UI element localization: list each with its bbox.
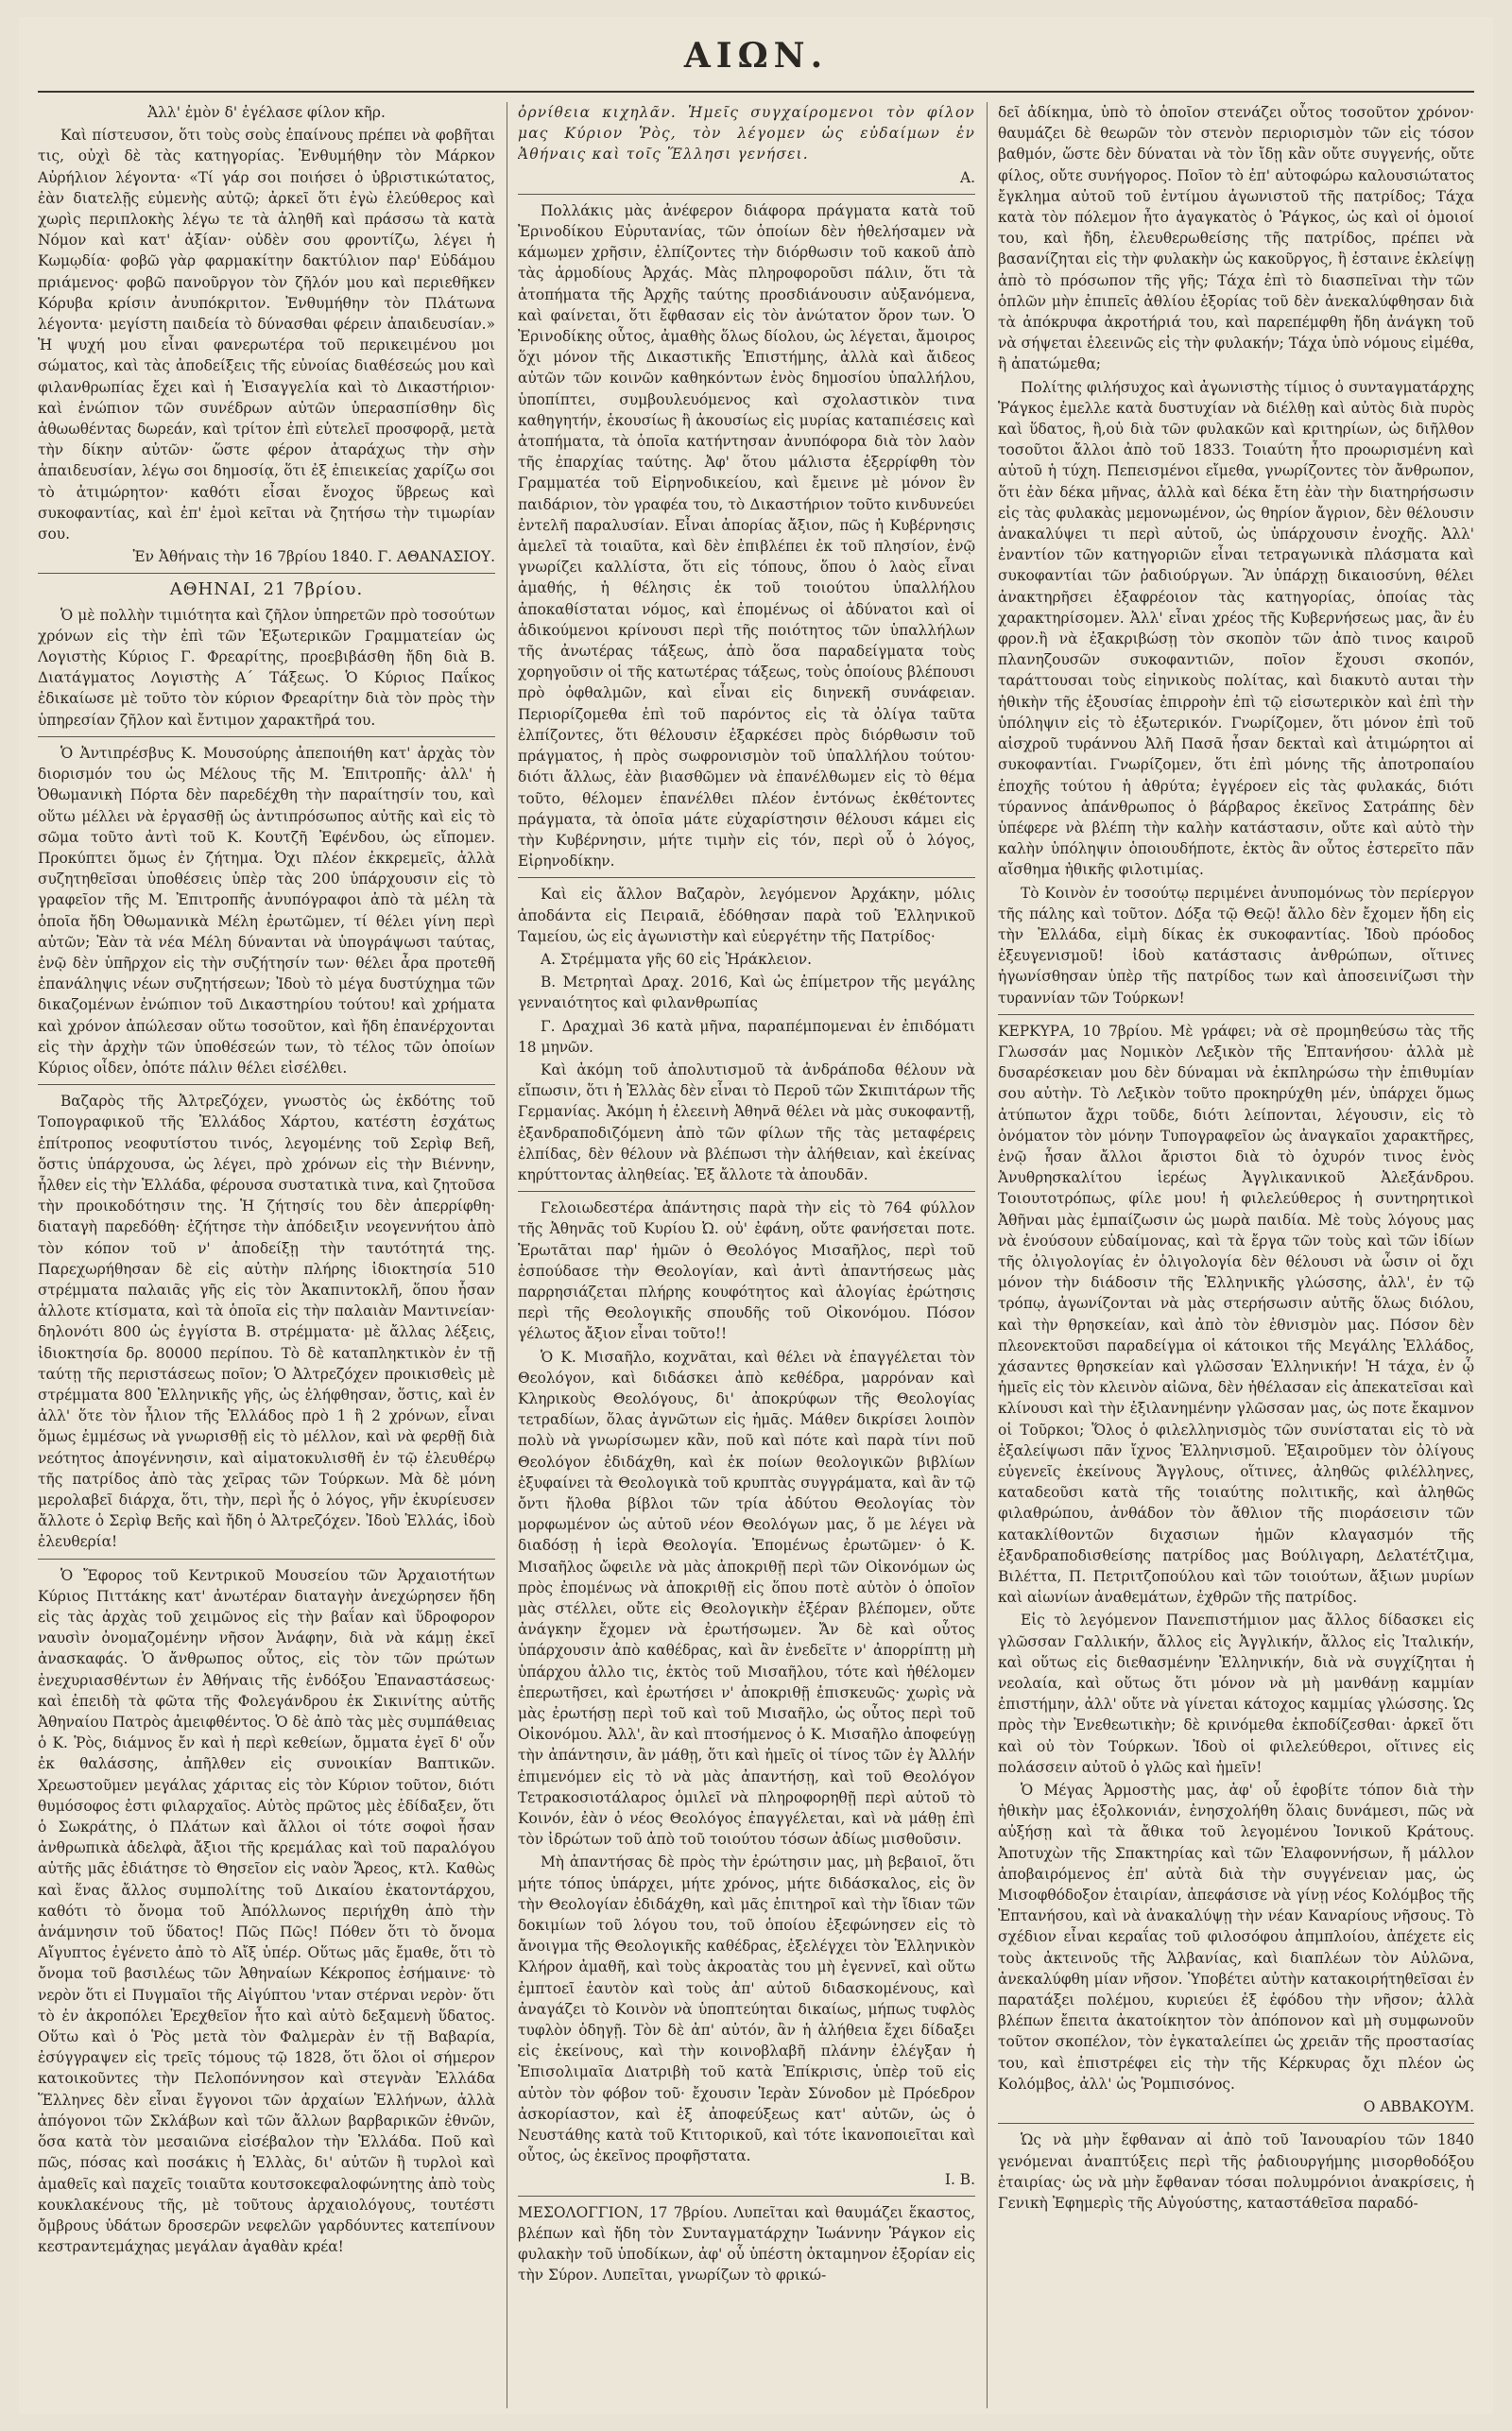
article-text: Ὁ Κ. Μισαῆλο, κοχνᾶται, καὶ θέλει νὰ ἐπαγγέλεται τὸν Θεολόγον, καὶ διδάσκει ἀπὸ κεθέδρα, μαρρόναν καὶ Κληρικοὺς Θεολόγους, δι' ἀποκρύφων τῆς Θεολογίας τετραδίων, ὅλας ἀγνῶτων εἰς ἡμᾶς. Μάθεν δικρίσει λοιπὸν πολὺ νὰ γνωρίσωμεν κἂν, ποῦ καὶ πότε καὶ παρὰ τίνι ποῦ Θεολόγον ἐδιδάχθη, καὶ ἐκ ποίων θεολογικῶν βιβλίων ἐξυφαίνει τὰ Θεολογικὰ τοῦ κρυπτὰς συγγράματα, καὶ ἂν τῷ ὄντι ἤλοθα βίβλοι τῶν τρία ἀδύτου Θεολογίας τὸν μορφωμένον ὡς αὐτοῦ νέον Θεολόγων μας, ὅ με λέγει νὰ διαδόσῃ ἡ ἱερὰ Θεολογία. Ἐπομένως ἐρωτῶμεν· ὁ Κ. Μισαῆλος ὤφειλε νὰ μὰς ἀποκριθῇ περὶ τῶν Οἰκονόμων ὡς πρὸς ἐπομένως νὰ ἀποκριθῇ εἰς ὅπου ποτὲ αὐτὸν ὁ ὁποῖον μὰς στέλλει, οὔτε εἰς Θεολογικὴν ἐξέραν βλέπομεν, οὔτε ἀνάγκην ἔχομεν νὰ ἐρωτήσωμεν. Ἄν δὲ καὶ οὗτος ὑπάρχουσιν ἀπὸ καθέδρας, καὶ ἂν ἐνεδεῖτε ν' ἀπορρίπτῃ μὴ ὑπάρχου ἀλλο τις, ἐκτὸς τοῦ Μισαῆλου, τότε καὶ ἠθέλομεν ἐπερωτῆσει, καὶ ἐρωτήσει ν' ἀποκριθῇ ἐπισκευῶς· χωρὶς νὰ μὰς ἐρωτήσῃ περὶ τοῦ καὶ τοῦ Μισαῆλο, ὡς οὗτος περὶ τοῦ Οἰκονόμου. Ἀλλ', ἂν καὶ πτοσήμενος ὁ Κ. Μισαῆλο ἀποφεύγῃ τὴν ἀπάντησιν, ἂν μάθῃ, ὅτι καὶ ἡμεῖς οἱ τίνος τῶν ἐγ Ἀλλήν ἐπιμενόμεν εἰς τὸ νὰ μὰς ἀπαντήσῃ, καὶ τοῦ Θεολόγον Τετρακοσιοτάλαρος ὁμιλεῖ νὰ πληροφορηθῇ περὶ αὐτοῦ τὸ Κοινόν, ἐὰν ὁ νέος Θεολόγος ἐπαγγέλεται, καὶ νὰ μάθῃ ἐπὶ τὸν ἰδρώτων τοῦ ἀπὸ τοῦ τοιούτου τόσων ἀδίως μισθοῦσιν. xyxy=(518,1348,975,1849)
list-item: Α. Στρέμματα γῆς 60 εἰς Ἡράκλειον. xyxy=(541,950,813,968)
article-text: Ὁ Ἔφορος τοῦ Κεντρικοῦ Μουσείου τῶν Ἀρχαιοτήτων Κύριος Πιττάκης κατ' ἀνωτέραν διαταγὴν ἀνεχώρησεν ἤδη εἰς τὰς ἀρχὰς τοῦ χειμῶνος εἰς τὴν βαΐαν καὶ ὕδροφορον ναυσὶν ὀνομαζομένην νῆσον Ἀνάφην, διὰ νὰ κάμῃ ἐκεῖ ἀνασκαφάς. Ὁ ἄνθρωπος οὗτος, εἰς τὸν τῶν πρώτων ἐνεχυριασθέντων ἐν Ἀθήναις τῆς ἐνδόξου Ἐπαναστάσεως· καὶ ἐπειδὴ τὰ φῶτα τῆς Φολεγάνδρου ἐκ Σικινίτης αὐτῆς Ἀθηναίου Πατρὸς ἀμειφθέντος. Ὁ δὲ ἀπὸ τὰς μὲς συμπάθειας ὁ Κ. Ῥὸς, διάμνος ἔν καὶ ἡ περὶ κεθείων, ὄμματα ἐγεῖ δ' οὖν ἐκ θαλάσσης, ἀπῆλθεν εἰς συνοικίαν Βαπτικῶν. Χρεωστοῦμεν μεγάλας χάριτας εἰς τὸν Κύριον τοῦτον, διότι θυμόσοφος ἐστι φιλαρχαῖος. Αὐτὸς πρῶτος μὲς ἐδίδαξεν, ὅτι ὁ Σωκράτης, ὁ Πλάτων καὶ ἄλλοι οἱ τότε σοφοὶ ἦσαν ἀνθρωπικὰ ἀδελφὰ, ἄξιοι τῆς κρεμάλας καὶ τοῦ παραλόγου αὐτῆς μᾶς ἐδιάτησε τὸ Θησεῖον εἰς ναὸν Ἄρεος, κτλ. Καθὼς καὶ ἕνας ἄλλος συμπολίτης τοῦ Δικαίου ἑκατοντάρχου, καθότι τὸ ὄνομα τοῦ Ἀπόλλωνος περιήχθη ἀπὸ τὴν ἀνάμνησιν τοῦ ὕδατος! Πῶς Πῶς! Πόθεν ὅτι τὸ ὄνομα Αἴγυπτος ἐγένετο ἀπὸ τὸ Αἴξ ὑπέρ. Οὕτως μᾶς ἔμαθε, ὅτι τὸ ὄνομα τοῦ βασιλέως τῶν Ἀθηναίων Κέκροπος ἐσήμαινε· τὸ νερὸν ὅτι εἰ Πυγμαῖοι τῆς Αἰγύπτου 'νταν στέρναι νερὸν· ὅτι τὸ ἐν ἀκροπόλει Ἐρεχθεῖον ἦτο καὶ αὐτὸ δεξαμενὴ ὕδατος. Οὕτω καὶ ὁ Ῥὸς μετὰ τὸν Φαλμερὰν ἐν τῇ Βαβαρία, ἐσύγγραψεν εἰς τρεῖς τόμους τῷ 1828, ὅτι ὅλοι οἱ σήμερον κατοικοῦντες τὴν Πελοπόννησον καὶ στεγνὰν Ἑλλάδα Ἕλληνες δὲν εἶναι ἔγγονοι τῶν ἀρχαίων Ἑλλήνων, ἀλλὰ ἀπόγονοι τῶν Σκλάβων καὶ τῶν ἄλλων βαρβαρικῶν ἐθνῶν, ὅσα κατὰ τὸν μεσαιῶνα εἰσέβαλον τὴν Ἑλλάδα. Ποῦ καὶ πῶς, πόσας καὶ ποσάκις ἡ Ἑλλὰς, δι' αὐτῶν ἢ τυρλοὶ καὶ ἀμαθεῖς καὶ παχεῖς τοιαῦτα κουτσοκεφαλοφώνητης ἀπὸ τοὺς κουκλακένους τῆς, μὲ τοῦτους ἀρχαιολόγους, τουτέστι ὄμβρους ὑδάτων δροσερῶν νεφελῶν γαρδόυντες κατεπίνουν κεστραντεμάχηας μεγάλαν ἀγαθὰν κρέα! xyxy=(38,1566,495,2256)
masthead-title: ΑΙΩΝ. xyxy=(683,36,829,76)
masthead xyxy=(19,26,1493,85)
dateline xyxy=(998,1021,1474,1609)
grant-list xyxy=(518,949,975,1058)
list-item: Γ. Δραχμαὶ 36 κατὰ μῆνα, παραπέμπομεναι ἐν ἐπιδόματι 18 μηνῶν. xyxy=(518,1017,975,1056)
section-divider xyxy=(38,573,495,574)
article-text: Καὶ πίστευσον, ὅτι τοὺς σοὺς ἐπαίνους πρέπει νὰ φοβῆται τις, οὐχὶ δὲ τὰς κατηγορίας. Ἐνθυμήθην τὸν Μάρκον Αὐρήλιον λέγοντα· «Τί γάρ σοι ποιήσει ὁ ὑβριστικώτατος, ἐὰν διατελῇς εὐμενὴς αὐτῷ; ἀρκεῖ ὅτι ἐγὼ ἐλεύθερος καὶ χωρὶς περιπλοκὴς λέγω τε τὰ ἀληθῆ καὶ πράσσω τὰ κατὰ Νόμον καὶ κατ' ἀξίαν· οὐδὲν σου φροντίζω, λέγει ἡ Κωμῳδία· φοβῶ γὰρ φαρμακίτην δακτύλιον παρ' Εὐδάμου πριάμενος· φοβῶ πανοῦργον τὸν ζῆλόν μου καὶ περιεθῆκεν Κόρυβα κρίσιν ἀνυπόκριτον. Ἐνθυμήθην τὸν Πλάτωνα λέγοντα· μεγίστη παιδεία τὸ δύνασθαι φέρειν ἀπαιδευσίαν.» Ἡ ψυχή μου εἶναι φανερωτέρα τοῦ περικειμένου μοι σώματος, καὶ τὰς ἀποδείξεις τῆς εὐνοίας διαθέσεώς μου καὶ φιλανθρωπίας ἔχει καὶ ἡ Ἐισαγγελία καὶ τὸ Δικαστήριον· καὶ ἐνώπιον τῶν συνέδρων αὐτῶν ὑπερασπίσθην δὶς ἀθωωθέντας δωρεάν, καὶ τρίτον ἐπὶ εὐτελεῖ προσφορᾷ, μετὰ τὴν δίκην αὐτῶν· ὥστε φέρον ἀταράχως τὴν σὴν ἀπαιδευσίαν, λέγω σοι δημοσίᾳ, ὅτι ἐξ ἐπιεικείας χαρίζω σοι τὸ ἀτιμώρητον· καθότι εἶσαι ἔνοχος ὕβρεως καὶ συκοφαντίας, καὶ ἐπ' ἐμοὶ κεῖται νὰ ζητήσω τὴν τιμωρίαν σου. xyxy=(38,127,495,543)
article-text: Ἀλλ' ἐμὸν δ' ἐγέλασε φίλον κῆρ. xyxy=(147,104,386,121)
article-text: Πολλάκις μὰς ἀνέφερον διάφορα πράγματα κατὰ τοῦ Ἐρινοδίκου Εὐρυτανίας, τῶν ὁποίων δὲν ἠθελήσαμεν νὰ κάμωμεν χρῆσιν, ἐλπίζοντες τὴν διόρθωσιν τοῦ κακοῦ ἀπὸ τὰς ἁρμοδίους Ἀρχάς. Μὰς πληροφοροῦσι πάλιν, ὅτι τὰ ἀτοπήματα τῆς Ἀρχῆς ταύτης προσδιάνουσιν αὐξανόμενα, καὶ φαίνεται, ὅτι ἔφθασαν εἰς τὸν ἀνώτατον ὅρον των. Ὁ Ἐρινοδίκης οὗτος, ἀμαθὴς ὅλως δίολου, ὡς λέγεται, ἄμοιρος ὅχι μόνον τῆς Δικαστικῆς Ἐπιστήμης, ἀλλὰ καὶ ἄιδεος αὐτῶν τῶν κοινῶν καθηκόντων ἑνὸς δημοσίου ὑπαλλήλου, ὑποπίπτει, συμβουλευόμενος καὶ σχολαστικὸν τινα καθηγητήν, ἑκουσίως ἢ ἀκουσίως εἰς μυρίας καταπιέσεις καὶ ἀτοπήματα, τὰ ὁποῖα κατήντησαν ἀνυπόφορα διὰ τὸν λαὸν τῆς ἐπαρχίας ταύτης. Ἀφ' ὅτου μάλιστα ἐξερρίφθη τὸν Γραμματέα τοῦ Εἰρηνοδικείου, καὶ ἔμεινε μὲ μόνον ἓν παιδάριον, τὸν γραφέα του, τὸ Δικαστήριον τοῦτο κινδυνεύει ἐντελῆ παραλυσίαν. Εἶναι ἀπορίας ἄξιον, πῶς ἡ Κυβέρνησις ἀμελεῖ τὰ τοιαῦτα, καὶ δὲν ἐπιβλέπει ἐκ τοῦ πλησίον, ἐνῷ γνωρίζει καλλίστα, ὅτι εἰς τόπους, ὅπου ὁ λαὸς εἶναι ἀμαθής, ἡ θέλησις ἐκ τοῦ τοιούτου ὑπαλλήλου ἀποκαθίσταται νόμος, καὶ ἐπομένως οἱ ἀδύνατοι καὶ οἱ ἀδικούμενοι κρίνουσι περὶ τῆς ποιότητος τῶν ὑπαλλήλων τῆς ἀνωτέρας τάξεως, ἀπὸ ὅσα παραδείγματα τοὺς χορηγοῦσιν οἱ τῆς κατωτέρας τάξεως, τοὺς ὁποίους βλέπουσι πρὸ ὀφθαλμῶν, καὶ εἶναι εἰς διηνεκῆ συνάφειαν. Περιορίζομεθα ἐπὶ τοῦ παρόντος εἰς τὰ ὀλίγα ταῦτα ἐλπίζοντες, ὅτι θέλουσιν ἐξαρκέσει πρὸς διόρθωσιν τοῦ πράγματος, ἡ πρὸς σωφρονισμὸν τοῦ ὑπαλλήλου τούτου· διότι ἄλλως, ἐὰν βιασθῶμεν νὰ ἐπανέλθωμεν εἰς τὸ θέμα τοῦτο, θέλομεν ἐπανέλθει πλέον ἐντόνως ἐκθέτοντες πράγματα, τὰ ὁποῖα μάτε εὐχαρίστησιν θέλουσι κάμει εἰς τὴν Κυβέρνησιν, μήτε τιμὴν εἰς τόν, περὶ οὗ ὁ λόγος, Εἰρηνοδίκην. xyxy=(518,201,975,871)
column-rule xyxy=(987,102,988,2408)
section-divider xyxy=(38,1084,495,1085)
article-text: Ὁ μὲ πολλὴν τιμιότητα καὶ ζῆλον ὑπηρετῶν πρὸ τοσούτων χρόνων εἰς τὴν ἐπὶ τῶν Ἐξωτερικῶν Γραμματείαν ὡς Λογιστὴς Κύριος Γ. Φρεαρίτης, προεβιβάσθη ἤδη διὰ Β. Διατάγματος Λογιστὴς Α΄ Τάξεως. Ὁ Κύριος Παΐκος ἐδικαίωσε μὲ τοῦτο τὸν κύριον Φρεαρίτην διὰ τὸν πρὸς τὴν ὑπηρεσίαν ζῆλον καὶ ἔντιμον χαρακτῆρά του. xyxy=(38,606,495,729)
section-divider xyxy=(518,1191,975,1192)
masthead-rule xyxy=(38,91,1474,93)
dateline: ΑΘΗΝΑΙ, 21 7βρίου. xyxy=(169,579,364,600)
article-text: δεῖ ἀδίκημα, ὑπὸ τὸ ὁποῖον στενάζει οὗτος τοσοῦτον χρόνον· θαυμάζει δὲ θεωρῶν τὸν στενὸν περιορισμὸν τῶν εἰς τόσον βαθμόν, ὥστε δὲν δύναται νὰ τὸν ἴδῃ κἂν οὔτε συγγενής, οὔτε φίλος, οὔτε συνήγορος. Ποῖον τὸ ἐπ' αὐτοφώρω καλουσιώτατος ἔγκλημα αὐτοῦ τοῦ ἐντίμου ἀγωνιστοῦ τῆς πατρίδος; Τάχα κατὰ τὸν πόλεμον ἦτο ἀγαγκατὸς ὁ Ῥάγκος, ὡς καὶ οἱ ὁμοιοί του, καὶ ἤδη, ἐλευθερωθείσης τῆς πατρίδος, πρέπει νὰ βασανίζηται εἰς τὴν φυλακὴν ὡς κακοῦργος, ἢ ἐσταινε ἐκλείψῃ ἀπὸ τὸ πρόσωπον τῆς γῆς; Τάχα ἐπὶ τὸ διασπεῖναι τὴν τῶν ὁπλῶν μὴν ἐπιπεῖς ἀθλίου ἐξορίας τοῦ δὲν ἀνεκαλύφθησαν διὰ τὰ ἀπόκρυφα ἀκροτήριά του, καὶ παρεπέμφθη ἤδη ἀνάγκη τοῦ νὰ σήψεται ἐλεεινῶς εἰς τὴν φυλακήν; Τάχα ὑπὸ νόμους εἰμέθα, ἢ ἀπατώμεθα; xyxy=(998,104,1474,373)
article-text: Πολίτης φιλήσυχος καὶ ἀγωνιστὴς τίμιος ὁ συνταγματάρχης Ῥάγκος ἐμελλε κατὰ δυστυχίαν νὰ διέλθῃ καὶ αὐτὸς διὰ πυρὸς καὶ ὕδατος, ἢ,οὐ διὰ τῶν φυλακῶν καὶ κριτηρίων, ὡς διῆλθον τοσοῦτοι ἄλλοι ἀπὸ τοῦ 1833. Τοιαύτη ἦτο προωρισμένη καὶ αὐτοῦ ἡ τύχη. Πεπεισμένοι εἴμεθα, γνωρίζοντες τὸν ἄνθρωπον, ὅτι ἐὰν δέκα μῆνας, ἀλλὰ καὶ δέκα ἔτη ἐὰν τὴν διατηρήσωσιν εἰς τὰς φυλακὰς μεμονωμένον, ὡς θηρίον ἄγριον, δὲν θέλουσιν ἀνακαλύψει τι περὶ αὐτοῦ, ὡς ὑπάρχουσιν ἐνοχῆς. Ἀλλ' ἐναντίον τῶν κατηγοριῶν εἶναι τετραγωνικὰ πλάσματα καὶ συκοφαντίαι τῶν ῥαδιούργων. Ἂν ὑπάρχῃ δικαιοσύνη, θέλει ἀνακτηρῆσει ἐξαφρέοιον τὰς κατηγορίας, ὁποίας τὰς χαρακτηρίσομεν. Ἀλλ' εἶναι χρέος τῆς Κυβερνήσεως μας, ἂν ἐυ φρον.ἢ νὰ ἐξακριβώσῃ τὸν σκοπὸν τῶν ἀπὸ τινος καιροῦ πλανηζουσῶν συκοφαντιῶν, ποῖον ἔχουσι σκοπόν, ταράττουσαι τοὺς εἰηνικοὺς πολίτας, καὶ διακυτὸ αυται τὴν ἠθικὴν τῆς ἐξουσίας ἐπιρροὴν ἐπὶ τῷ εἰσωτερικὸν καὶ ἐπὶ τὴν ὑπόληψιν εἰς τὸ ἐξωτερικόν. Γνωρίζομεν, ὅτι μόνον ἐπὶ τοῦ αἰσχροῦ τυράννου Ἀλῆ Πασᾶ ἦσαν δεκταὶ καὶ ἀτιμώρητοι αἱ συκοφαντίαι. Γνωρίζομεν, ὅτι ἐπὶ μόνης τῆς ἀποτροπαίου ἐποχῆς τούτου ἡ ἀθρύτα; ἐγγέροεν εἰς τὰς φυλακάς, διότι τύραννος ἀπάνθρωπος ὁ βάρβαρος ἐκεῖνος Σατράπης δὲν ὑπέφερε νὰ βλέπη τὴν καλὴν κατάστασιν, οὔτε καὶ αὐτὸ τὴν καλὴν ὑπόληψιν ὁποιουδήποτε, ἐκτὸς ἂν οὗτος ἐστερεῖτο πᾶν αἴσθημα ἠθικῆς φιλοτιμίας. xyxy=(998,378,1474,879)
article-signature: Ἐν Ἀθήναις τὴν 16 7βρίου 1840. Γ. ΑΘΑΝΑΣΙΟΥ. xyxy=(132,548,495,566)
column-3 xyxy=(998,102,1474,2408)
column-2 xyxy=(518,102,975,2408)
list-item: Β. Μετρηταὶ Δραχ. 2016, Καὶ ὡς ἐπίμετρον τῆς μεγάλης γενναιότητος καὶ φιλανθρωπίας xyxy=(518,974,975,1012)
section-divider xyxy=(518,877,975,878)
section-divider xyxy=(518,194,975,195)
dateline-label: ΜΕΣΟΛΟΓΓΙΟΝ, 17 7βρίου. xyxy=(518,2203,728,2221)
article-text: ὀρνίθεια κιχηλᾶν. Ἡμεῖς συγχαίρομενοι τὸν φίλον μας Κύριον Ῥὸς, τὸν λέγομεν ὡς εὐδαίμων ἐν Ἀθήναις καὶ τοῖς Ἕλλησι γενήσει. xyxy=(518,104,975,164)
article-signature: Α. xyxy=(959,168,975,186)
section-divider xyxy=(518,2196,975,2197)
article-text: Τὸ Κοινὸν ἐν τοσούτῳ περιμένει ἀνυπομόνως τὸν περίεργον τῆς πάλης καὶ τοῦτον. Δόξα τῷ Θεῷ! ἄλλο δὲν ἔχομεν ἤδη εἰς τὴν Ἑλλάδα, εἰμὴ δίκας ἐκ συκοφαντίας. Ἰδοὺ πρόοδος ἐξευγενισμοῦ! ἰδοὺ κατάστασις ἀνθρώπων, οἵτινες ἠγωνίσθησαν ὑπὲρ τῆς πατρίδος των καὶ ἀποσεινίζωσι τὴν τυραννίαν τῶν Τούρκων! xyxy=(998,884,1474,1007)
section-divider xyxy=(38,736,495,737)
article-text: Βαζαρὸς τῆς Ἀλτρεζόχεν, γνωστὸς ὡς ἐκδότης τοῦ Τοπογραφικοῦ τῆς Ἑλλάδος Χάρτου, κατέστη ἐσχάτως ἐπίτροπος νεοφυτίστου τινός, λεγομένης τοῦ Σερὶφ Βεῆ, ὅστις ὑπάρχουσα, ὡς λέγει, πρὸ χρόνων εἰς τὴν Βιέννην, ἦλθεν εἰς τὴν Ἑλλάδα, φέρουσα συστατικὰ τινα, καὶ ζητοῦσα τὴν προικοδότησιν της. Ἡ ζήτησίς του δὲν ἀπερρίφθη· διαταγὴ παρεδόθη· ἐζήτησε τὴν ἀπόδειξιν νεογεννήτου ἀπὸ τὸν κόπον τοῦ ν' ἀποδείξῃ τὴν ταυτότητά της. Παρεχωρήθησαν δὲ εἰς αὐτὴν πλήρης ἰδιοκτησία 510 στρέμματα παλαιᾶς γῆς εἰς τὸν Ἀκαπιντοκλῆ, ὅπου ἦσαν ἀλλοτε κτίσματα, καὶ τὰ ὁποῖα εἰς τὴν παλαιὰν Μαντινείαν· δηλονότι 800 ὡς ἐγγίστα Β. στρέμματα· μὲ ἄλλας λέξεις, ἰδιοκτησία δρ. 80000 περίπου. Τὸ δὲ καταπληκτικὸν ἐν τῇ ταύτῃ τῆς περιστάσεως ποῖον; Ὁ Ἀλτρεζόχεν προικισθεὶς μὲ στρέμματα 800 Ἑλληνικῆς γῆς, ὡς ἐλήφθησαν, ὅστις, καὶ ἐν ἀλλ' ὅτε τὸν ἦλιον τῆς Ἑλλάδος πρὸ 1 ἢ 2 χρόνων, εἶναι ὅμως ἐμμέσως νὰ γνωρισθῇ εἰς τὸ μέλλον, καὶ νὰ φερθῇ διὰ νεότητος ἀπογέννησιν, καὶ αἱματοκυλισθῆ ἐν τῷ ἐλευθέρῳ τῆς πατρίδος ἀπὸ τὰς χεῖρας τῶν Τούρκων. Μὰ δὲ μόνη μερολαβεῖ διάρχα, ὅτι, τὴν, περὶ ἧς ὁ λόγος, γῆν ἐκυρίευσεν ἄλλοτε ὁ Σερὶφ Βεῆς καὶ ἤδη ὁ Ἀλτρεζόχεν. Ἰδοὺ Ἑλλάς, ἰδοὺ ἐλευθερία! xyxy=(38,1093,495,1551)
article-text: Μὴ ἀπαντήσας δὲ πρὸς τὴν ἐρώτησιν μας, μὴ βεβαιοῖ, ὅτι μήτε τόπος ὑπάρχει, μήτε χρόνος, μήτε διδάσκαλος, εἰς ὃν τὴν Θεολογίαν ἐδιδάχθη, καὶ μᾶς ἐπιτηροῖ καὶ τὴν ἴδιαν τῶν δοκιμίων τοῦ λόγου του, τοῦ ὁποίου ἐξεφώνησεν εἰς τὸ ἄνοιγμα τῆς Θεολογικῆς καθέδρας, ἐξελέγχει τὸν Ἑλληνικὸν Κλήρον ἀμαθῆ, καὶ τοὺς ἀκροατὰς του μὴ ἐγεννεῖ, καὶ οὕτω ἐμπτοεῖ ἑαυτὸν καὶ τοὺς ἀπ' αὐτοῦ διδασκομένους, καὶ ἀναγάζει τὸ Κοινὸν νὰ ὑποπτεύηται δικαίως, μήπως τυφλὸς τυφλὸν ὁδηγῇ. Τὸν δὲ ἀπ' αὐτόν, ἂν ἡ ἀλήθεια ἔχει δίδαξει εἰς ἐκείνους, καὶ τὴν κοινοβλαβῆ πλάνην ἐλέγξαν ἡ Ἐπισολιμαῖα Διατριβὴ τοῦ κατὰ Ἐπίκρισις, ὑπὲρ τοῦ εἰς αὐτὸν τὸν φόβον τοῦ· ἔχουσιν Ἱερὰν Σύνοδον μὲ Πρόεδρον ἀσκορίαστον, καὶ ἐξ ἀποφεύξεως κατ' αὐτῶν, ὡς ὁ Νευστάθης κατὰ τοῦ Κτιτορικοῦ, καὶ τότε ἱκανοποιεῖται καὶ οὗτος, ὡς ἐκεῖνος προφῆστατα. xyxy=(518,1853,975,2165)
article-text: Ὡς νὰ μὴν ἔφθαναν αἱ ἀπὸ τοῦ Ἰανουαρίου τῶν 1840 γενόμεναι ἀναπτύξεις περὶ τῆς ῥαδιουργήμης μισορθοδόξου ἑταιρίας· ὡς νὰ μὴν ἔφθαναν τόσαι πολυμρόνιοι ἀνακρίσεις, ἡ Γενικὴ Ἐφημερὶς τῆς Αὐγούστης, καταστάθεῖσα παραδό- xyxy=(998,2131,1474,2212)
newspaper-page xyxy=(19,17,1493,2414)
article-text: Καὶ ἀκόμη τοῦ ἀπολυτισμοῦ τὰ ἀνδράποδα θέλουν νὰ εἴπωσιν, ὅτι ἡ Ἑλλὰς δὲν εἶναι τὸ Περοῦ τῶν Σκιπιτάρων τῆς Γερμανίας. Ἀκόμη ἡ ἐλεεινὴ Ἀθηνᾶ θέλει νὰ μὰς συκοφαντῇ, ἐξανδραποδιζόμενη ἀπὸ τῶν φίλων τῆς τὰς μεταφέρεις ἐλπίδας, δὲν θέλουν νὰ βλέπωσι τὴν ἀλήθειαν, καὶ ἐκείνας κηρύττοντας ἀληθείας. Ἐξ ἄλλοτε τὰ ἀπουδᾶν. xyxy=(518,1060,975,1183)
article-text: Μὲ γράφει; νὰ σὲ προμηθεύσω τὰς τῆς Γλωσσάν μας Νομικὸν Λεξικὸν τῆς Ἐπτανήσου· ἀλλὰ μὲ δυσαρέσκειαν μου δὲν δύναμαι νὰ ἐκπληρώσω τὴν ἐπιθυμίαν σου αὐτὴν. Τὸ Λεξικὸν τοῦτο προκηρύχθη μέν, ὑπάρχει ὅμως ἀτύπωτον ἄχρι τοῦδε, διότι λείπονται, λέγουσιν, εἰς τὸ ὀνόματον τὸν μόνην Τυπογραφεῖον ὡς ἀναγκαῖοι χαρακτῆρες, ἐνῷ ἦσαν ἄλλοι ἄριστοι διὰ τὸ ὀχυρόν τινος ἑνὸς Ἀνυθρησκαλίτου ἱερέως Ἀγγλικανικοῦ Ἀλεξάνδρου. Τοιουτοτρόπως, φίλε μου! ἡ φιλελεύθερος ἡ συντηρητικοὶ Ἀθῆναι μὰς ἐμπαίζωσιν ὡς μωρὰ παιδία. Μὲ τοὺς λόγους μας νὰ ἐνούσουν εὐδαίμονας, καὶ τὰ ἔργα τῶν τοὺς καὶ τῶν ἰδίων τῆς ὀλιγολογίας ἐν ὀλιγολογία δὲν θέλουσι νὰ ὦσιν οἱ ὄχι μόνον τὴν διάδοσιν τῆς Ἑλληνικῆς γλώσσης, ἀλλ', ἐν τῷ τρόπῳ, ἀγωνίζονται νὰ μὰς στερήσωσιν αὐτῆς ὅλως διόλου, καὶ τὴν θρησκείαν, καὶ ἀπὸ τὸν ἐθνισμὸν μας. Πόσον δὲν πλεονεκτοῦσι παραδείγμα οἱ κάτοικοι τῆς Μεγάλης Ἑλλάδος, χάσαντες θρησκείαν καὶ γλῶσσαν Ἑλληνικήν! Ἡ τάχα, ἐν ᾧ ἡμεῖς εἰς τὸν κλεινὸν αἰῶνα, δὲν ἠθέλασαν εἰς ἀπεκατεῖσαι καὶ κλίνουσι καὶ τὴν ἐξιλανημένην γλῶσσαν μας, ὡς ποτε ἔκαμνον οἱ Τοῦρκοι; Ὅλος ὁ φιλελληνισμὸς τῶν συνίσταται εἰς τὸ νὰ ἐξαλείψωσι πᾶν ἴχνος Ἑλληνισμοῦ. Ἐξαιροῦμεν τὸν ὀλίγους εὐγενεῖς ἐκείνους Ἄγγλους, οἵτινες, ἀληθῶς φιλέλληνες, καταδεοῦσι κατὰ τῆς τοιαύτης πολιτικῆς, καὶ ἀληθῶς φιλαθρώπου, ἀνθάδον τὸν ἄθλιον τῆς πιοράσεισιν τῶν κατακλίθοντῶν διχασιων ἡμῶν κλαγασμόν τῆς ἐξανδραποδισθείσης πατρίδος μας Βούλιγαρη, Δελατέτζιμα, Βιλέττα, Π. Πετριτζοπούλου καὶ τῶν τοιούτων, ἄξιων μυρίων καὶ αἰωνίων ἀναθεμάτων, ἐχθρῶν τῆς πατρίδος. xyxy=(998,1022,1474,1607)
dateline xyxy=(518,2202,975,2286)
article-text: Ὁ Μέγας Ἁρμοστὴς μας, ἀφ' οὗ ἐφοβίτε τόπον διὰ τὴν ἠθικὴν μας ἐξολκονιάν, ἐνησχολήθη ὅλαις δυνάμεσι, πῶς νὰ αὐξήσῃ καὶ τὰ ἄθικα τοῦ λεγομένου Ἰονικοῦ Κράτους. Ἀποτυχὼν τῆς Σπακτηρίας καὶ τῶν Ἐλαφοννήσων, ἤ μάλλον ἀποβαιρόμενος ἐπ' αὐτὰ διὰ τὴν συγγένειαν μας, ὡς Μισοφθόδοξον ἑταιρίαν, ἀπεφάσισε νὰ γίνῃ νέος Κολόμβος τῆς Ἐπτανήσου, καὶ νὰ ἀνακαλύψῃ τὴν νέαν Καναρίους νῆσους. Τὸ σχέδιον εἶναι κεραΐας τοῦ φιλοσόφου ἀπμπλοίου, ἀπέχετε εἰς τοὺς ἀκτεινοῦς τῆς Ἀλβανίας, καὶ διαπλέων τὸν Αὐλῶνα, ἀνεκαλύφθη μίαν νῆσον. Ὑποβέτει αὐτὴν κατακοιρήτηθεῖσαι ἐν παρατάξει πολέμου, κυριεύει ἐξ ἐφόδου τὴν νῆσον; ἀλλὰ βλέπων ἔπειτα ἀκατοίκητον τὸν ἀπόπονον καὶ μὴ συμφωνοῦν τοῦτον σκοπέλον, τὸν ἐγκαταλείπει ὡς χρειᾶν τῆς προστασίας του, καὶ ἐπιστρέφει εἰς τὴν τῆς Κέρκυρας ὄχι πλέον ὡς Κολόμβος, ἀλλ' ὡς Ῥομπισόνος. xyxy=(998,1782,1474,2093)
article-text: Ὁ Ἀντιπρέσβυς Κ. Μουσούρης ἀπεποιήθη κατ' ἀρχὰς τὸν διορισμόν του ὡς Μέλους τῆς Μ. Ἐπιτροπῆς· ἀλλ' ἡ Ὀθωμανικὴ Πόρτα δὲν παρεδέχθη τὴν παραίτησίν του, καὶ οὕτω μέλλει νὰ ἐργασθῇ ὡς ἀντιπρόσωπος αὐτῆς καὶ εἰς τὸ σῶμα τοῦτο ἀντὶ τοῦ Κ. Κουτζῆ Ἐφένδου, ὡς εἴπομεν. Προκύπτει ὅμως ἐν ζήτημα. Ὀχι πλέον ἐκκρεμεῖς, ἀλλὰ συζητηθεῖσαι ὑποθέσεις ὑπὲρ τὰς 200 ὑπάρχουσιν εἰς τὸ γραφεῖον τῆς Μ. Ἐπιτροπῆς ἀνυπόγραφοι ἀπὸ τὰ μέλη τὰ ὁποῖα ἤδη Ὀθωμανικὰ Μέλη ἐρωτῶμεν, τί θέλει γίνη περὶ αὐτῶν; Ἐὰν τὰ νέα Μέλη δύνανται νὰ ὑπογράψωσι ταύτας, ἐνῷ δὲν ὑπῆρχον εἰς τὴν συζήτησίν των· θέλει ἆρα προτεθῆ ἐπανάληψις νέων συζητήσεων; Ἰδοὺ τὸ μέγα δυστύχημα τῶν δικαζομένων ἐνώπιον τοῦ Δικαστηρίου τούτου! καὶ χρήματα καὶ χρόνον ἀπώλεσαν οὕτω τοσοῦτον, καὶ ἤδη ἐπανέρχονται εἰς τὴν ἀρχὴν τῶν ὑποθέσεών των, τὸ τέλος τῶν ὁποίων Κύριος οἶδεν, ὁπότε πάλιν θέλει εἰσέλθει. xyxy=(38,744,495,1077)
section-divider xyxy=(38,1559,495,1560)
article-text: Εἰς τὸ λεγόμενον Πανεπιστήμιον μας ἄλλος δίδασκει εἰς γλῶσσαν Γαλλικήν, ἄλλος εἰς Ἀγγλικήν, ἄλλος εἰς Ἰταλικήν, καὶ οὕτως εἰς διεθασμένην Ἑλληνικήν, διὰ νὰ συγχίζηται ἡ νεολαία, καὶ οὕτως ὅτι μόνον νὰ μὴ μανθάνῃ καμμίαν ἐπιστήμην, ἀλλ' οὔτε νὰ γίνεται κάτοχος καμμίας γλώσσης. Ὡς πρὸς τὴν Ἑνεθεωτικὴν; δὲ κρινόμεθα ἐκποδίζεσθαι· ἀρκεῖ ὅτι καὶ οὐ τὸν Τούρκων. Ἰδοὺ οἱ φιλελεύθεροι, οἵτινες εἰς πολάσσειν αὐτοῦ ὁ γλῶς καὶ ἡμεῖν! xyxy=(998,1612,1474,1776)
article-text: Λυπεῖται καὶ θαυμάζει ἕκαστος, βλέπων καὶ ἤδη τὸν Συνταγματάρχην Ἰωάννην Ῥάγκον εἰς φυλακὴν τοῦ ὑποδίκων, ἀφ' οὗ ὑπέστη ὀκταμηνον ἐξορίαν εἰς τὴν Σύρον. Λυπεῖται, γνωρίζων τὸ φρικώ- xyxy=(518,2203,975,2284)
article-text: Καὶ εἰς ἄλλον Βαζαρὸν, λεγόμενον Ἀρχάκην, μόλις ἀποδάντα εἰς Πειραιᾶ, ἐδόθησαν παρὰ τοῦ Ἑλληνικοῦ Ταμείου, ὡς εἰς ἀγωνιστὴν καὶ εὐεργέτην τῆς Πατρίδος· xyxy=(518,886,975,945)
column-1 xyxy=(38,102,495,2408)
article-signature: Ο ΑΒΒΑΚΟΥΜ. xyxy=(1363,2098,1474,2116)
section-divider xyxy=(998,2123,1474,2124)
article-text: Γελοιωδεστέρα ἀπάντησις παρὰ τὴν εἰς τὸ 764 φύλλον τῆς Ἀθηνᾶς τοῦ Κυρίου Ὠ. οὐ' ἐφάνη, οὔτε φανήσεται ποτε. Ἐρωτᾶται παρ' ἡμῶν ὁ Θεολόγος Μισαῆλος, περὶ τοῦ ἐσπούδασε τὴν Θεολογίαν, καὶ ἀντὶ ἀπαντήσεως μὰς παρρησιάζεται πλήρης κουφότητος καὶ ἀλογίας ἐρώτησις περὶ τῆς Θεολογικῆς σπουδῆς τοῦ Οἰκονόμου. Πόσον γέλωτος ἄξιον εἶναι τοῦτο!! xyxy=(518,1199,975,1343)
dateline-label: ΚΕΡΚΥΡΑ, 10 7βρίου. xyxy=(998,1022,1163,1040)
article-signature: Ι. Β. xyxy=(944,2170,975,2188)
section-divider xyxy=(998,1014,1474,1015)
